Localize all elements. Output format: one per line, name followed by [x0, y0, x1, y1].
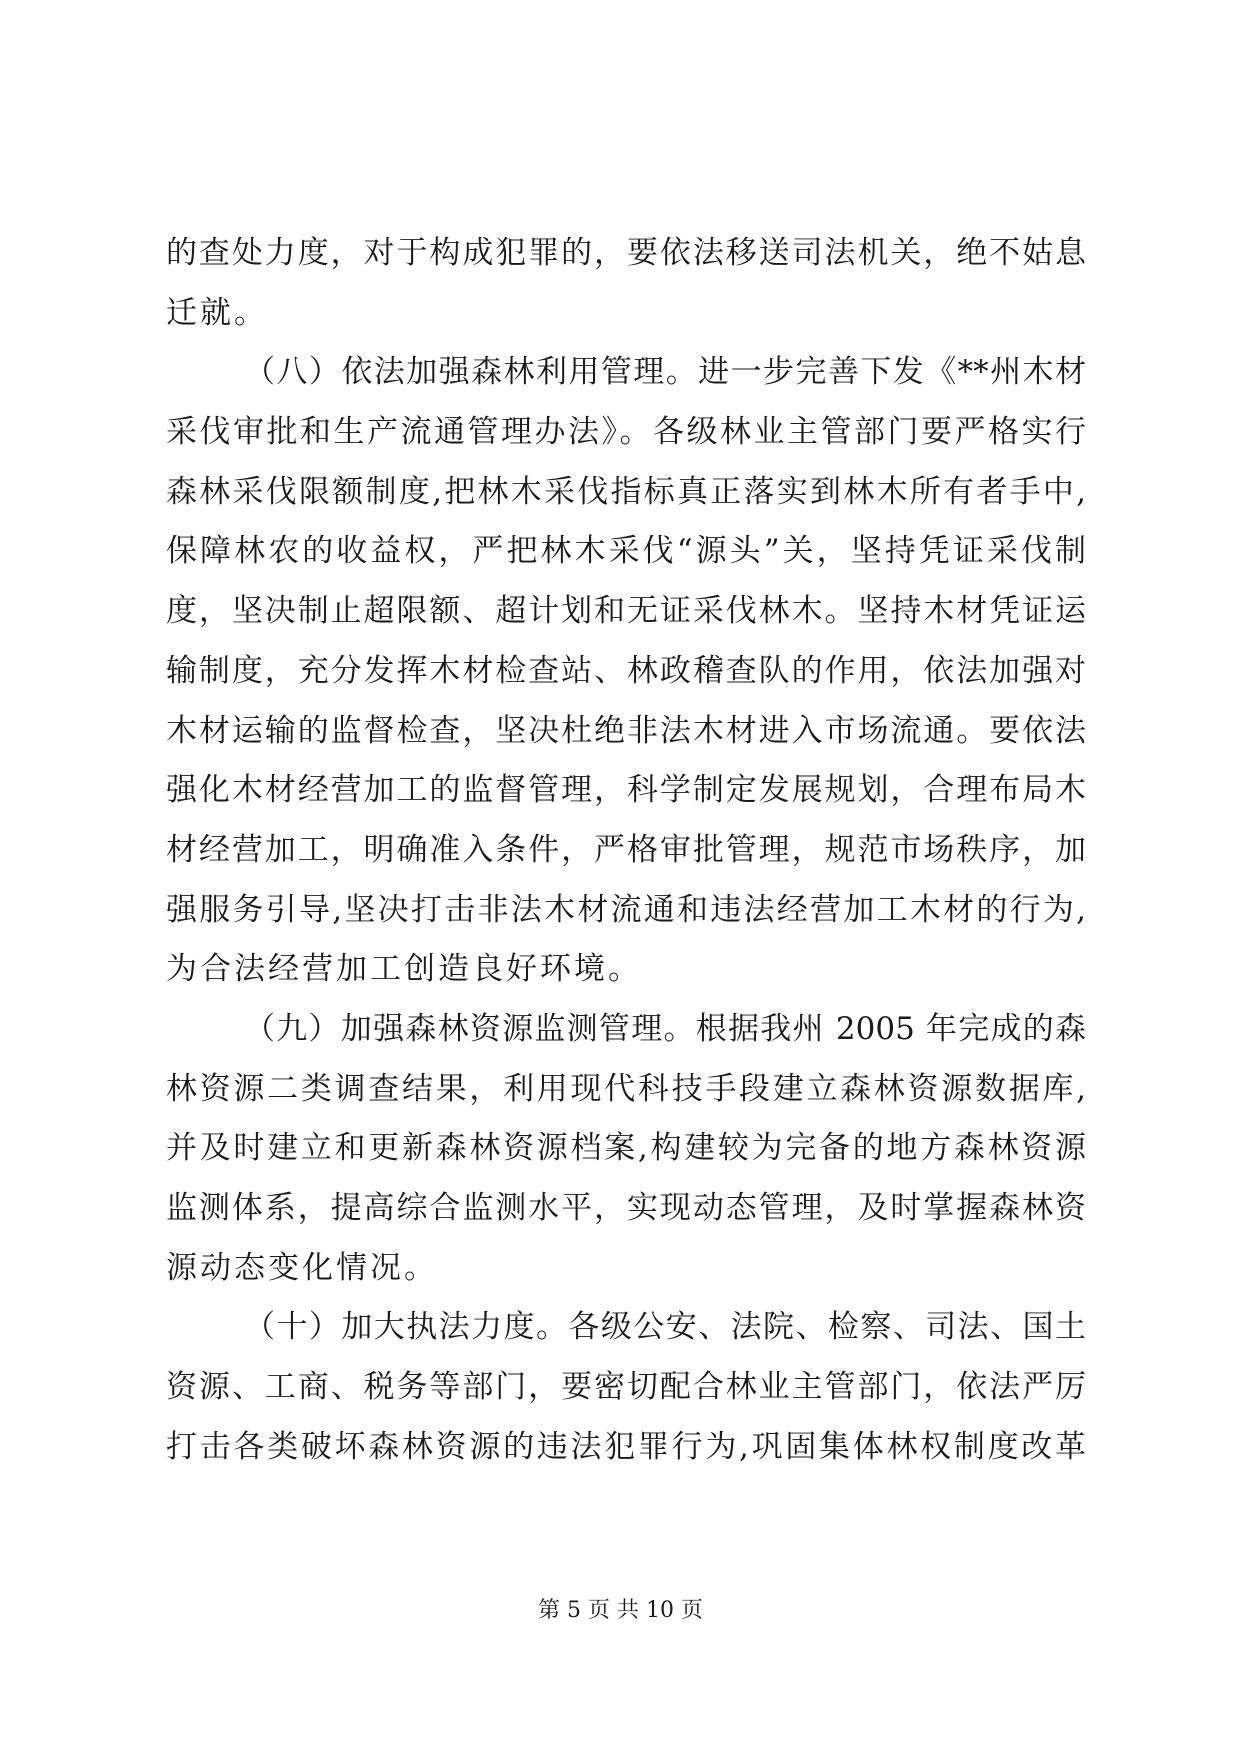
text-line: （八）依法加强森林利用管理。进一步完善下发《**州木材	[244, 354, 1086, 391]
page-footer: 第 5 页 共 10 页	[538, 1598, 703, 1623]
text-line: 为合法经营加工创造良好环境。	[166, 951, 642, 988]
text-line: 保障林农的收益权，严把林木采伐“源头”关，坚持凭证采伐制	[166, 533, 1086, 570]
document-body	[166, 224, 1086, 1477]
text-line: 并及时建立和更新森林资源档案,构建较为完备的地方森林资源	[166, 1130, 1086, 1167]
text-line: 采伐审批和生产流通管理办法》。各级林业主管部门要严格实行	[166, 414, 1086, 451]
text-line: 监测体系，提高综合监测水平，实现动态管理，及时掌握森林资	[166, 1190, 1086, 1226]
text-line: 强服务引导,坚决打击非法木材流通和违法经营加工木材的行为,	[166, 891, 1086, 928]
text-line: 度，坚决制止超限额、超计划和无证采伐林木。坚持木材凭证运	[166, 593, 1086, 630]
text-line: 材经营加工，明确准入条件，严格审批管理，规范市场秩序，加	[166, 831, 1086, 868]
text-line: 资源、工商、税务等部门，要密切配合林业主管部门，依法严厉	[166, 1369, 1086, 1406]
text-line: 迁就。	[166, 294, 268, 331]
text-line: 的查处力度，对于构成犯罪的，要依法移送司法机关，绝不姑息	[166, 235, 1086, 271]
text-line: 打击各类破坏森林资源的违法犯罪行为,巩固集体林权制度改革	[166, 1428, 1086, 1465]
text-line: （十）加大执法力度。各级公安、法院、检察、司法、国土	[244, 1309, 1086, 1346]
text-line: 林资源二类调查结果，利用现代科技手段建立森林资源数据库,	[166, 1070, 1086, 1107]
text-line: 木材运输的监督检查，坚决杜绝非法木材进入市场流通。要依法	[166, 712, 1086, 749]
text-line: 输制度，充分发挥木材检查站、林政稽查队的作用，依法加强对	[166, 652, 1086, 689]
text-line: 强化木材经营加工的监督管理，科学制定发展规划，合理布局木	[166, 772, 1086, 809]
text-line: 源动态变化情况。	[166, 1249, 438, 1286]
text-line: 森林采伐限额制度,把林木采伐指标真正落实到林木所有者手中,	[166, 473, 1086, 510]
text-line: （九）加强森林资源监测管理。根据我州 2005 年完成的森	[244, 1010, 1086, 1047]
